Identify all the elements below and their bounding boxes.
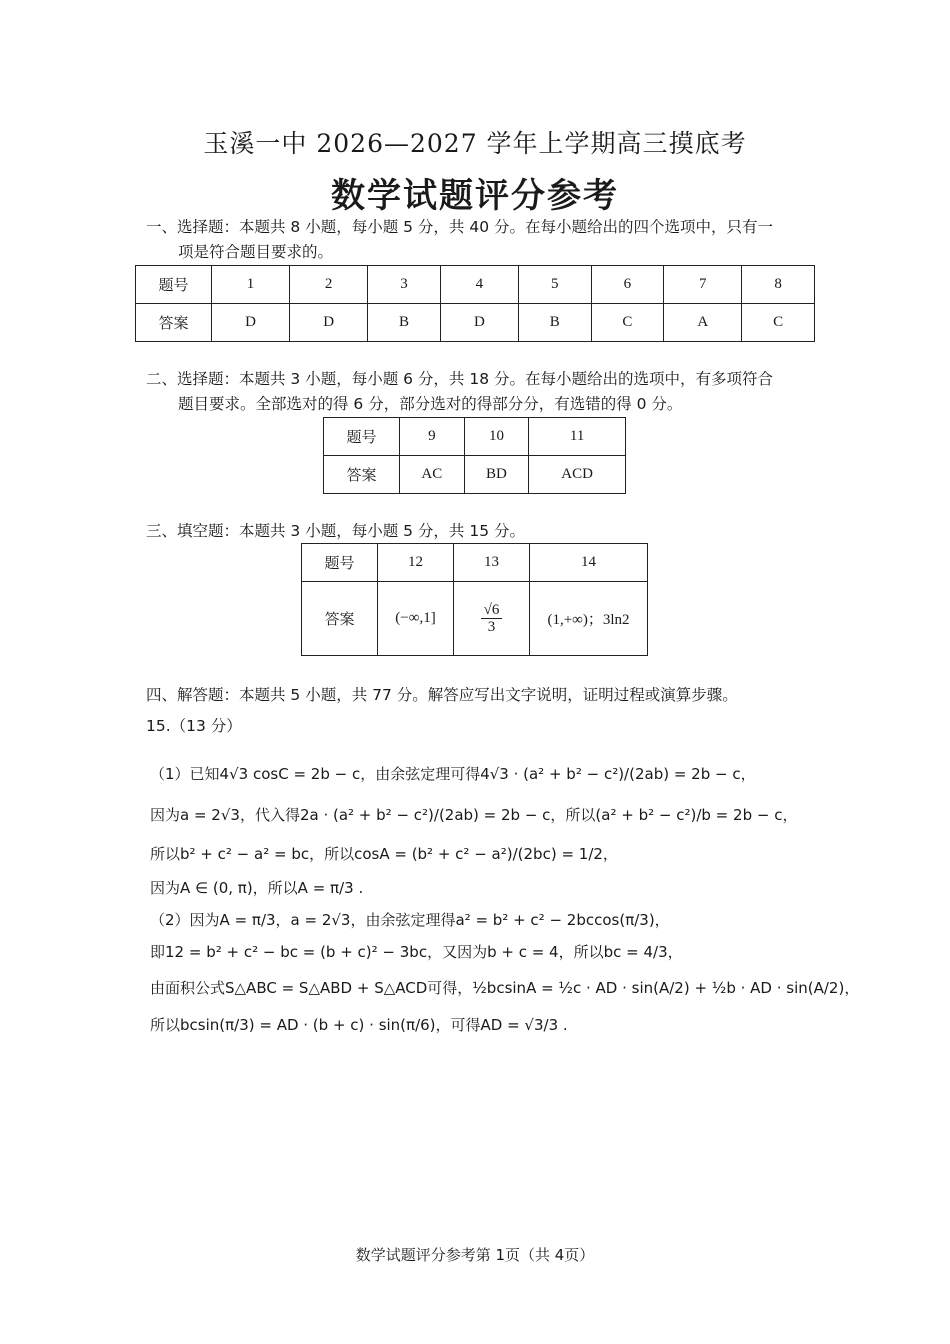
table-cell: 9 — [400, 418, 465, 456]
table-row-answers — [302, 582, 648, 656]
table-row-numbers — [302, 544, 648, 582]
table-row-numbers — [324, 418, 626, 456]
page-title: 数学试题评分参考 — [331, 176, 619, 216]
solution-line-4: 因为A ∈ (0, π)，所以A = π/3 . — [150, 879, 364, 897]
page-footer: 数学试题评分参考第 1页（共 4页） — [355, 1246, 595, 1264]
table-row-numbers — [136, 266, 815, 304]
table-cell: 13 — [454, 544, 530, 582]
fraction-denominator: 3 — [487, 619, 496, 635]
row-label: 题号 — [324, 418, 400, 456]
table-cell: 6 — [591, 266, 664, 304]
table-cell: 4 — [440, 266, 518, 304]
section2-line1: 二、选择题：本题共 3 小题，每小题 6 分，共 18 分。在每小题给出的选项中，有多项符合 — [146, 370, 774, 388]
table-cell: A — [664, 304, 742, 342]
table-cell — [454, 582, 530, 656]
solution-line-1: （1）已知4√3 cosC = 2b − c，由余弦定理可得4√3 · (a² + b² − c²)/(2ab) = 2b − c， — [150, 765, 756, 783]
section2-line2: 题目要求。全部选对的得 6 分，部分选对的得部分分，有选错的得 0 分。 — [178, 395, 683, 413]
solution-line-5: （2）因为A = π/3，a = 2√3，由余弦定理得a² = b² + c² − 2bccos(π/3)， — [150, 911, 670, 929]
section2-instructions — [146, 367, 773, 417]
table-row-answers — [136, 304, 815, 342]
solution-line-2: 因为a = 2√3，代入得2a · (a² + b² − c²)/(2ab) = 2b − c，所以(a² + b² − c²)/b = 2b − c， — [150, 806, 798, 824]
table-cell: C — [742, 304, 815, 342]
table-cell: D — [290, 304, 368, 342]
table-cell: B — [368, 304, 441, 342]
table-cell: 5 — [518, 266, 591, 304]
solution-line-7: 由面积公式S△ABC = S△ABD + S△ACD可得，½bcsinA = ½c · AD · sin(A/2) + ½b · AD · sin(A/2)， — [150, 979, 860, 997]
table-cell: D — [212, 304, 290, 342]
section3-line1: 三、填空题：本题共 3 小题，每小题 5 分，共 15 分。 — [146, 522, 526, 540]
solution-line-6: 即12 = b² + c² − bc = (b + c)² − 3bc，又因为b + c = 4，所以bc = 4/3， — [150, 943, 683, 961]
row-label: 答案 — [302, 582, 378, 656]
table-cell: (−∞,1] — [378, 582, 454, 656]
row-label: 答案 — [136, 304, 212, 342]
row-label: 答案 — [324, 456, 400, 494]
table-cell: 11 — [529, 418, 626, 456]
solution-line-3: 所以b² + c² − a² = bc，所以cosA = (b² + c² − a²)/(2bc) = 1/2， — [150, 845, 618, 863]
solution-line-8: 所以bcsin(π/3) = AD · (b + c) · sin(π/6)，可得AD = √3/3 . — [150, 1016, 568, 1034]
table-cell: D — [440, 304, 518, 342]
section1-line2: 项是符合题目要求的。 — [178, 243, 334, 261]
section4-line1: 四、解答题：本题共 5 小题，共 77 分。解答应写出文字说明，证明过程或演算步骤。 — [146, 686, 738, 704]
row-label: 题号 — [136, 266, 212, 304]
table-cell: BD — [464, 456, 529, 494]
table-cell: AC — [400, 456, 465, 494]
fraction-numerator: √6 — [481, 602, 503, 620]
table-cell: 8 — [742, 266, 815, 304]
fraction — [481, 602, 503, 636]
section3-answer-table — [301, 543, 648, 656]
school-exam-header: 玉溪一中 2026—2027 学年上学期高三摸底考 — [203, 129, 747, 158]
section1-line1: 一、选择题：本题共 8 小题，每小题 5 分，共 40 分。在每小题给出的四个选项中，只有一 — [146, 218, 774, 236]
table-cell: ACD — [529, 456, 626, 494]
section3-instructions — [146, 519, 525, 544]
table-row-answers — [324, 456, 626, 494]
table-cell: 12 — [378, 544, 454, 582]
table-cell: C — [591, 304, 664, 342]
section4-instructions — [146, 683, 738, 708]
table-cell: 10 — [464, 418, 529, 456]
section1-instructions — [146, 215, 773, 265]
table-cell: 14 — [530, 544, 648, 582]
row-label: 题号 — [302, 544, 378, 582]
table-cell: 3 — [368, 266, 441, 304]
table-cell: 7 — [664, 266, 742, 304]
table-cell: (1,+∞)；3ln2 — [530, 582, 648, 656]
table-cell: 2 — [290, 266, 368, 304]
table-cell: 1 — [212, 266, 290, 304]
section2-answer-table — [323, 417, 626, 494]
section1-answer-table — [135, 265, 815, 342]
question-15-heading: 15.（13 分） — [146, 717, 242, 735]
table-cell: B — [518, 304, 591, 342]
